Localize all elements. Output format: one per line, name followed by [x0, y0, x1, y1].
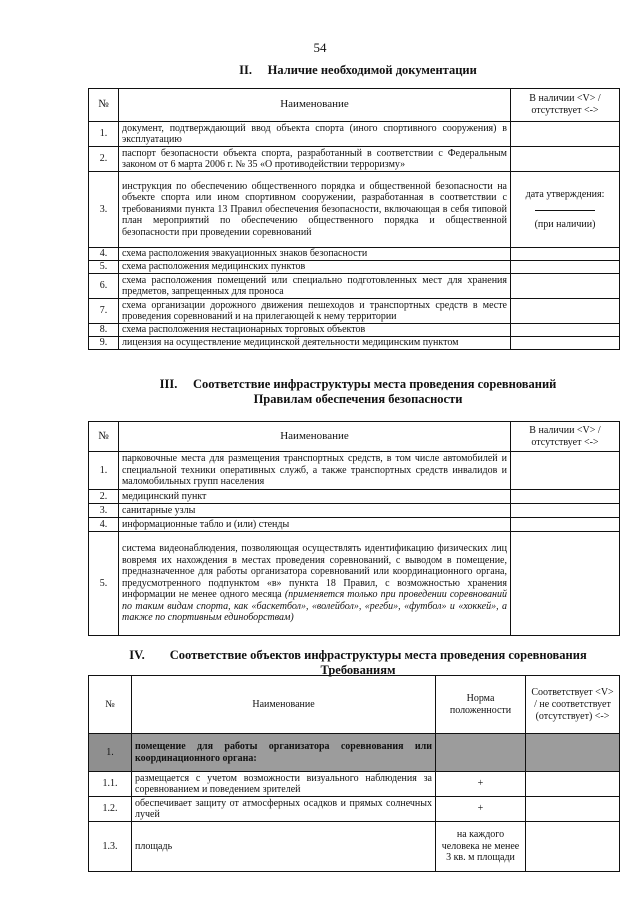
section-3-title: [88, 377, 628, 407]
approval-date-line: [535, 210, 595, 211]
table-row: [89, 248, 620, 261]
row-number: 9.: [89, 337, 119, 350]
availability-cell[interactable]: [511, 172, 620, 248]
row-name: площадь: [132, 822, 436, 872]
table-row: [89, 518, 620, 532]
table-row: [89, 147, 620, 172]
section-4-title: [88, 648, 628, 678]
row-name: [132, 734, 436, 772]
col-header-availability: В наличии <V> / отсутствует <->: [511, 89, 620, 122]
col-header-num: №: [89, 676, 132, 734]
row-name: схема расположения медицинских пунктов: [119, 261, 511, 274]
section-4-title-line2: Требованиям: [320, 663, 396, 677]
table-row: [89, 797, 620, 822]
row-number: 3.: [89, 504, 119, 518]
availability-cell[interactable]: [511, 324, 620, 337]
row-name-text: помещение для работы организатора соревнования или координационного органа:: [135, 741, 432, 764]
norm-cell: [436, 734, 526, 772]
availability-cell[interactable]: [511, 248, 620, 261]
availability-cell[interactable]: [511, 122, 620, 147]
table-row: [89, 504, 620, 518]
row-name: инструкция по обеспечению общественного порядка и общественной безопасности на объекте спорта или ином спортивном сооружении, разработанная в соответствии с требованиями пункта 13 Правил обеспечения безопасности, включающая в себя типовой план мероприятий по обеспечению общественного порядка и общественной безопасности при проведении соревнований: [119, 172, 511, 248]
row-number: 6.: [89, 274, 119, 299]
availability-cell[interactable]: [511, 299, 620, 324]
row-number: 1.2.: [89, 797, 132, 822]
facilities-requirements-table: [88, 675, 620, 872]
row-number: 1.: [89, 122, 119, 147]
row-name: [119, 532, 511, 636]
availability-cell[interactable]: [511, 147, 620, 172]
row-number: 7.: [89, 299, 119, 324]
section-3-title-line1: III. Соответствие инфраструктуры места проведения соревнований: [159, 377, 557, 391]
col-header-compliance: Соответствует <V> / не соответствует (отсутствует) <->: [526, 676, 620, 734]
row-name: схема расположения эвакуационных знаков безопасности: [119, 248, 511, 261]
table-row: [89, 772, 620, 797]
row-name: информационные табло и (или) стенды: [119, 518, 511, 532]
section-2-title: II. Наличие необходимой документации: [239, 63, 477, 77]
row-number: 4.: [89, 518, 119, 532]
availability-cell[interactable]: [511, 532, 620, 636]
availability-cell[interactable]: [511, 518, 620, 532]
compliance-cell[interactable]: [526, 797, 620, 822]
col-header-name: Наименование: [132, 676, 436, 734]
row-name: паспорт безопасности объекта спорта, разработанный в соответствии с Федеральным законом от 6 марта 2006 г. № 35 «О противодействии терроризму»: [119, 147, 511, 172]
row-name: медицинский пункт: [119, 490, 511, 504]
row-name: лицензия на осуществление медицинской деятельности медицинским пунктом: [119, 337, 511, 350]
availability-cell[interactable]: [511, 261, 620, 274]
page-number: 54: [313, 40, 327, 55]
table-row: [89, 122, 620, 147]
row-number: 1.: [89, 734, 132, 772]
norm-cell: +: [436, 772, 526, 797]
availability-cell[interactable]: [511, 274, 620, 299]
row-name: документ, подтверждающий ввод объекта спорта (иного спортивного сооружения) в эксплуатацию: [119, 122, 511, 147]
row-name: схема расположения нестационарных торговых объектов: [119, 324, 511, 337]
row-number: 5.: [89, 532, 119, 636]
row-name: санитарные узлы: [119, 504, 511, 518]
table-row: [89, 734, 620, 772]
row-number: 4.: [89, 248, 119, 261]
row-number: 3.: [89, 172, 119, 248]
table-row: [89, 452, 620, 490]
table-row: [89, 172, 620, 248]
table-row: [89, 261, 620, 274]
compliance-cell[interactable]: [526, 822, 620, 872]
row-name-note: (применяется только при проведении соревнований по таким видам спорта, как «баскетбол», «волейбол», «регби», «футбол» и «хоккей», а также по спортивным единоборствам): [122, 589, 507, 624]
row-number: 1.: [89, 452, 119, 490]
row-name: обеспечивает защиту от атмосферных осадков и прямых солнечных лучей: [132, 797, 436, 822]
section-4-title-line1: IV. Соответствие объектов инфраструктуры места проведения соревнования: [129, 648, 587, 662]
row-number: 1.3.: [89, 822, 132, 872]
section-3-title-line2: Правилам обеспечения безопасности: [253, 392, 463, 406]
approval-date-label: дата утверждения:: [525, 188, 605, 200]
row-name: парковочные места для размещения транспортных средств, в том числе автомобилей и специальной техники оперативных служб, а также транспортных средств инвалидов и маломобильных групп населения: [119, 452, 511, 490]
table-row: [89, 490, 620, 504]
norm-cell: +: [436, 797, 526, 822]
row-number: 1.1.: [89, 772, 132, 797]
compliance-cell[interactable]: [526, 772, 620, 797]
row-name-text: система видеонаблюдения, позволяющая осуществлять идентификацию физических лиц вовремя их нахождения в местах проведения соревнований, с выводом в помещение, предназначенное для работы организатора соревнований или координационного органа, предусмотренного подпунктом «в» пункта 18 Правил, с возможностью хранения информации не менее одного месяца: [122, 543, 507, 601]
infrastructure-table: [88, 421, 620, 636]
col-header-num: №: [89, 89, 119, 122]
table-row: [89, 822, 620, 872]
table-row: [89, 299, 620, 324]
row-name: схема расположения помещений или специально подготовленных мест для хранения предметов, запрещенных для проноса: [119, 274, 511, 299]
row-number: 5.: [89, 261, 119, 274]
table-row: [89, 274, 620, 299]
row-name: размещается с учетом возможности визуального наблюдения за соревнованием и поведением зрителей: [132, 772, 436, 797]
table-row: [89, 532, 620, 636]
availability-cell[interactable]: [511, 337, 620, 350]
table-header-row: [89, 676, 620, 734]
col-header-name: Наименование: [119, 89, 511, 122]
compliance-cell[interactable]: [526, 734, 620, 772]
row-number: 2.: [89, 147, 119, 172]
table-row: [89, 337, 620, 350]
norm-cell: на каждого человека не менее 3 кв. м площади: [436, 822, 526, 872]
availability-cell[interactable]: [511, 504, 620, 518]
col-header-name: Наименование: [119, 422, 511, 452]
availability-cell[interactable]: [511, 490, 620, 504]
row-number: 2.: [89, 490, 119, 504]
availability-cell[interactable]: [511, 452, 620, 490]
table-header-row: [89, 89, 620, 122]
documentation-table: [88, 88, 620, 350]
col-header-availability: В наличии <V> / отсутствует <->: [511, 422, 620, 452]
table-header-row: [89, 422, 620, 452]
col-header-num: №: [89, 422, 119, 452]
row-number: 8.: [89, 324, 119, 337]
table-row: [89, 324, 620, 337]
col-header-norm: Норма положенности: [436, 676, 526, 734]
if-available-label: (при наличии): [534, 219, 596, 230]
row-name: схема организации дорожного движения пешеходов и транспортных средств в месте проведения соревнований и на прилегающей к нему территории: [119, 299, 511, 324]
